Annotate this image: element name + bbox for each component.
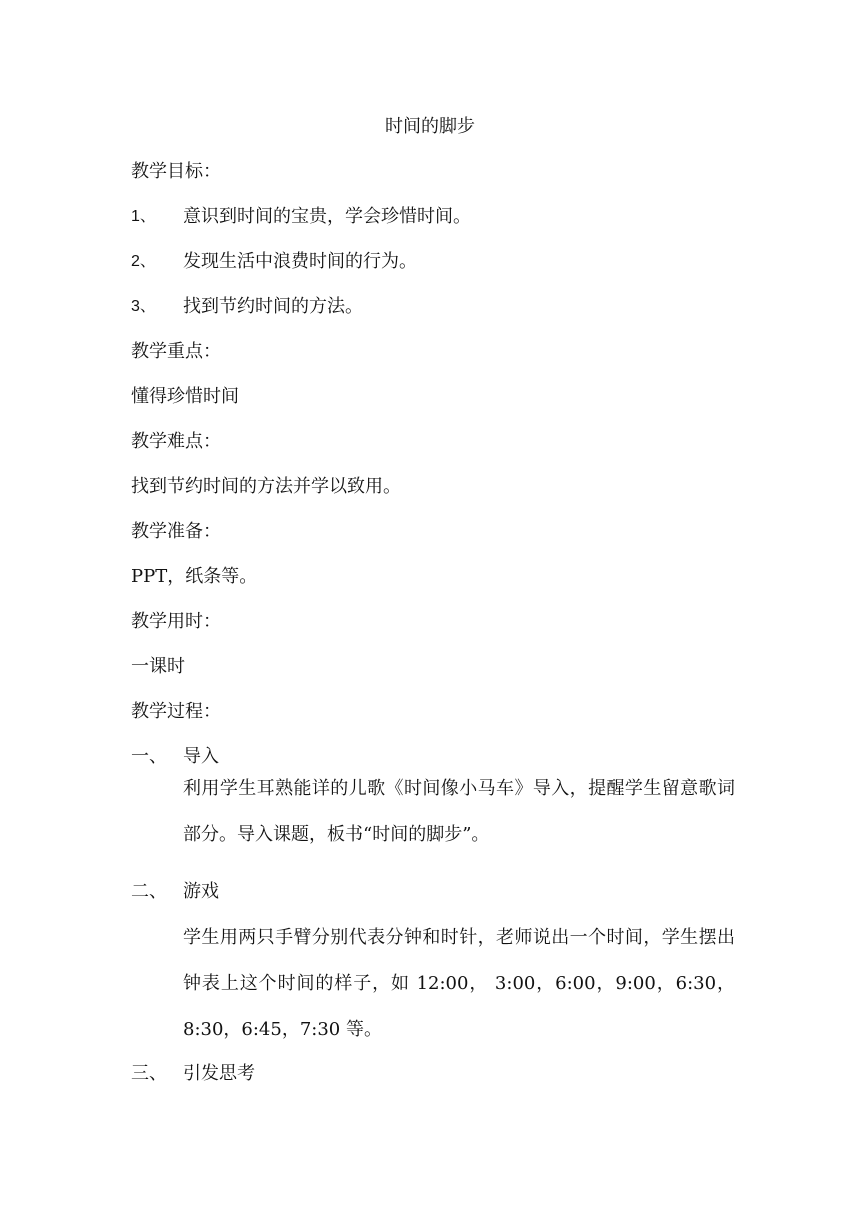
difficulty-text: 找到节约时间的方法并学以致用。 [131, 476, 401, 497]
key-point-heading: 教学重点： [131, 341, 221, 362]
objectives-heading: 教学目标： [131, 161, 221, 182]
difficulty-heading: 教学难点： [131, 431, 221, 452]
objective-number-1: 1、 [131, 208, 156, 225]
step-title-3: 引发思考 [183, 1063, 255, 1084]
step-number-3: 三、 [131, 1063, 167, 1084]
preparation-text: PPT，纸条等。 [131, 566, 258, 587]
step-number-1: 一、 [131, 746, 167, 767]
objective-text-1: 意识到时间的宝贵，学会珍惜时间。 [183, 206, 471, 227]
objective-number-3: 3、 [131, 298, 156, 315]
document-title: 时间的脚步 [385, 116, 475, 137]
objective-text-3: 找到节约时间的方法。 [183, 296, 363, 317]
process-heading: 教学过程： [131, 701, 221, 722]
duration-text: 一课时 [131, 656, 185, 677]
objective-number-2: 2、 [131, 253, 156, 270]
objective-text-2: 发现生活中浪费时间的行为。 [183, 251, 417, 272]
step-number-2: 二、 [131, 881, 167, 902]
step-title-2: 游戏 [183, 881, 219, 902]
key-point-text: 懂得珍惜时间 [131, 386, 239, 407]
preparation-heading: 教学准备： [131, 521, 221, 542]
step-body-2: 学生用两只手臂分别代表分钟和时针，老师说出一个时间，学生摆出钟表上这个时间的样子，如 12:00， 3:00，6:00，9:00，6:30，8:30，6:45，7:30 等。 [183, 927, 735, 1040]
duration-heading: 教学用时： [131, 611, 221, 632]
step-body-1: 利用学生耳熟能详的儿歌《时间像小马车》导入，提醒学生留意歌词部分。导入课题，板书“时间的脚步”。 [183, 778, 735, 845]
step-title-1: 导入 [183, 746, 219, 767]
